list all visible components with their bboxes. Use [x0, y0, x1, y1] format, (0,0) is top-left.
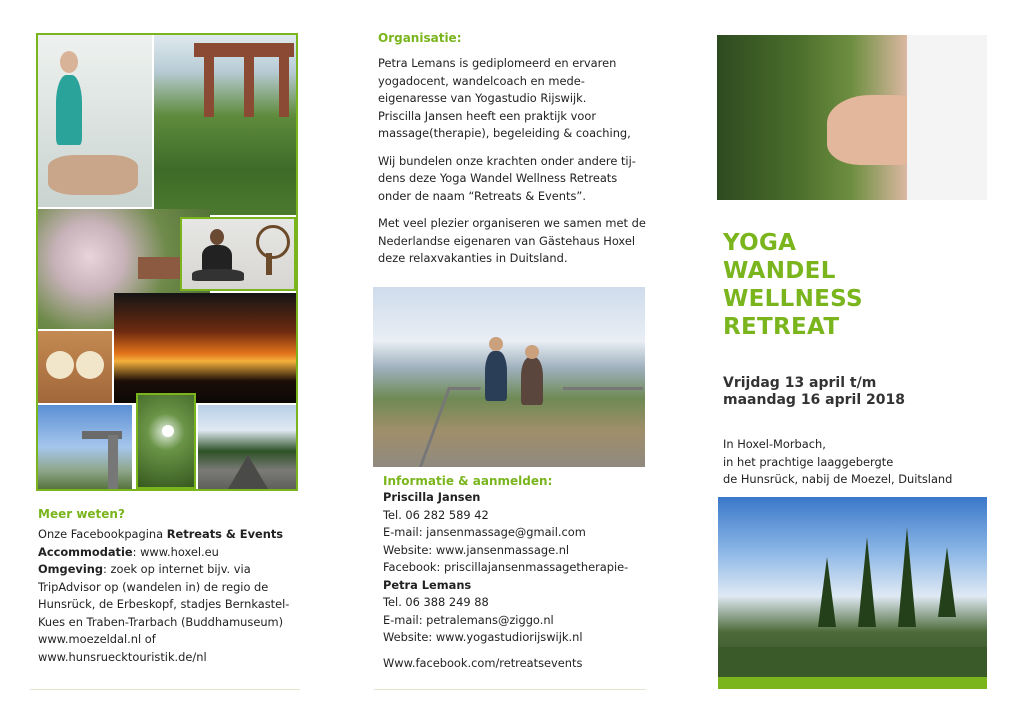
contact-phone: Tel. 06 282 589 42 — [383, 507, 489, 522]
accent-bar — [718, 677, 987, 689]
contact-section — [383, 474, 653, 672]
left-divider — [30, 689, 300, 690]
walkers-photo — [373, 287, 645, 467]
retreat-location: In Hoxel-Morbach, in het prachtige laaggebergte de Hunsrück, nabij de Moezel, Duitsland — [723, 437, 953, 486]
more-info-heading: Meer weten? — [38, 507, 125, 521]
contact-heading: Informatie & aanmelden: — [383, 474, 553, 488]
lookout-tower-photo — [38, 405, 132, 489]
facebook-page-link[interactable]: Www.facebook.com/retreatsevents — [383, 655, 583, 670]
info-line-link[interactable]: www.hunsruecktouristik.de/nl — [38, 649, 207, 664]
organisation-para-3: Met veel plezier organiseren we samen met de Nederlandse eigenaren van Gästehaus Hoxel deze relaxvakanties in Duitsland. — [378, 216, 646, 265]
plant-photo — [136, 393, 196, 489]
meditation-photo — [180, 217, 296, 291]
info-line-facebook: Onze Facebookpagina Retreats & Events — [38, 527, 284, 541]
retreat-title — [723, 229, 983, 341]
yoga-hands-photo — [717, 35, 987, 200]
retreat-dates: Vrijdag 13 april t/m maandag 16 april 2018 — [723, 375, 905, 408]
viaduct-photo — [154, 35, 296, 215]
info-line-omgeving: Omgeving: zoek op internet bijv. via — [38, 562, 251, 576]
contact-facebook[interactable]: Facebook: priscillajansenmassagetherapie- — [383, 560, 629, 574]
organisation-para-1: Petra Lemans is gediplomeerd en ervaren yogadocent, wandelcoach en mede- eigenaresse van Yogastudio Rijswijk. Priscilla Jansen heeft een praktijk voor massage(therapie), begeleiding & coaching, — [378, 56, 631, 140]
forest-road-photo — [198, 405, 296, 489]
contact-website[interactable]: Website: www.jansenmassage.nl — [383, 542, 570, 557]
title-line: YOGA — [723, 230, 797, 256]
middle-divider — [374, 689, 646, 690]
sunset-photo — [114, 293, 296, 403]
contact-phone: Tel. 06 388 249 88 — [383, 595, 489, 609]
info-line: TripAdvisor op (wandelen in) de regio de — [38, 579, 269, 594]
contact-priscilla — [383, 489, 653, 577]
info-line-link[interactable]: www.moezeldal.nl of — [38, 632, 156, 646]
info-line-accommodatie: Accommodatie: www.hoxel.eu — [38, 544, 219, 559]
contact-website[interactable]: Website: www.yogastudiorijswijk.nl — [383, 630, 583, 644]
more-info-lines — [38, 526, 298, 666]
contact-name: Priscilla Jansen — [383, 490, 481, 504]
title-line: WELLNESS — [723, 286, 863, 312]
info-line: Hunsrück, de Erbeskopf, stadjes Bernkastel- — [38, 597, 290, 611]
contact-email[interactable]: E-mail: jansenmassage@gmail.com — [383, 525, 586, 539]
contact-name: Petra Lemans — [383, 577, 472, 592]
info-line: Kues en Traben-Trarbach (Buddhamuseum) — [38, 614, 284, 629]
massage-photo — [38, 35, 152, 207]
organisation-heading: Organisatie: — [378, 31, 462, 45]
contact-petra — [383, 577, 653, 647]
title-line: WANDEL — [723, 258, 836, 284]
contact-email[interactable]: E-mail: petralemans@ziggo.nl — [383, 612, 554, 627]
more-info-section — [38, 507, 298, 666]
forest-photo — [718, 497, 987, 677]
organisation-para-2: Wij bundelen onze krachten onder andere tij- dens deze Yoga Wandel Wellness Retreats onder de naam “Retreats & Events”. — [378, 153, 636, 203]
towels-photo — [38, 331, 112, 403]
organisation-section — [378, 31, 648, 268]
title-line: RETREAT — [723, 314, 840, 340]
